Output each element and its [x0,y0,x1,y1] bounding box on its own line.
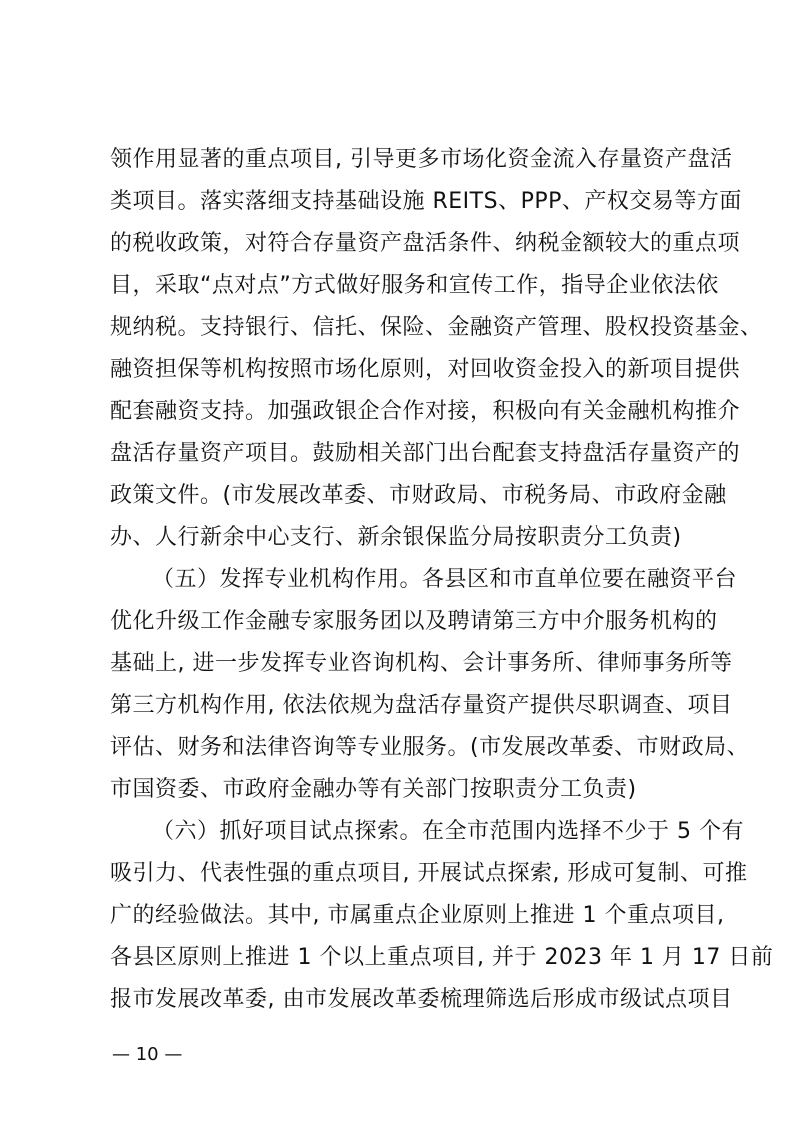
section-six-heading-line: （六）抓好项目试点探索。在全市范围内选择不少于 5 个有 [152,819,744,844]
body-text-line-12: 优化升级工作金融专家服务团以及聘请第三方中介服务机构的 [110,609,718,634]
body-text-line-4: 目，采取“点对点”方式做好服务和宣传工作，指导企业依法依 [110,273,719,298]
body-text-line-14: 第三方机构作用, 依法依规为盘活存量资产提供尽职调查、项目 [110,693,733,718]
body-text-line-6: 融资担保等机构按照市场化原则，对回收资金投入的新项目提供 [110,357,741,382]
page-number: — 10 — [112,1044,183,1065]
body-text-line-3: 的税收政策，对符合存量资产盘活条件、纳税金额较大的重点项 [110,231,741,256]
body-text-line-8: 盘活存量资产项目。鼓励相关部门出台配套支持盘活存量资产的 [110,441,741,466]
body-text-line-19: 广的经验做法。其中, 市属重点企业原则上推进 1 个重点项目, [110,903,725,928]
body-text-line-20: 各县区原则上推进 1 个以上重点项目, 并于 2023 年 1 月 17 日前 [110,945,774,970]
body-text-line-13: 基础上, 进一步发挥专业咨询机构、会计事务所、律师事务所等 [110,651,733,676]
body-text-line-16: 市国资委、市政府金融办等有关部门按职责分工负责) [110,777,637,802]
body-text-line-18: 吸引力、代表性强的重点项目, 开展试点探索, 形成可复制、可推 [110,861,748,886]
body-text-line-7: 配套融资支持。加强政银企合作对接，积极向有关金融机构推介 [110,399,741,424]
body-text-line-10: 办、人行新余中心支行、新余银保监分局按职责分工负责) [110,525,682,550]
section-five-heading-line: （五）发挥专业机构作用。各县区和市直单位要在融资平台 [152,567,738,592]
body-text-line-21: 报市发展改革委, 由市发展改革委梳理筛选后形成市级试点项目 [110,987,733,1012]
body-text-line-2: 类项目。落实落细支持基础设施 REITS、PPP、产权交易等方面 [110,189,742,214]
body-text-line-1: 领作用显著的重点项目, 引导更多市场化资金流入存量资产盘活 [110,147,733,172]
body-text-line-5: 规纳税。支持银行、信托、保险、金融资产管理、股权投资基金、 [110,315,763,340]
body-text-line-15: 评估、财务和法律咨询等专业服务。(市发展改革委、市财政局、 [110,735,750,760]
body-text-line-9: 政策文件。(市发展改革委、市财政局、市税务局、市政府金融 [110,483,727,508]
